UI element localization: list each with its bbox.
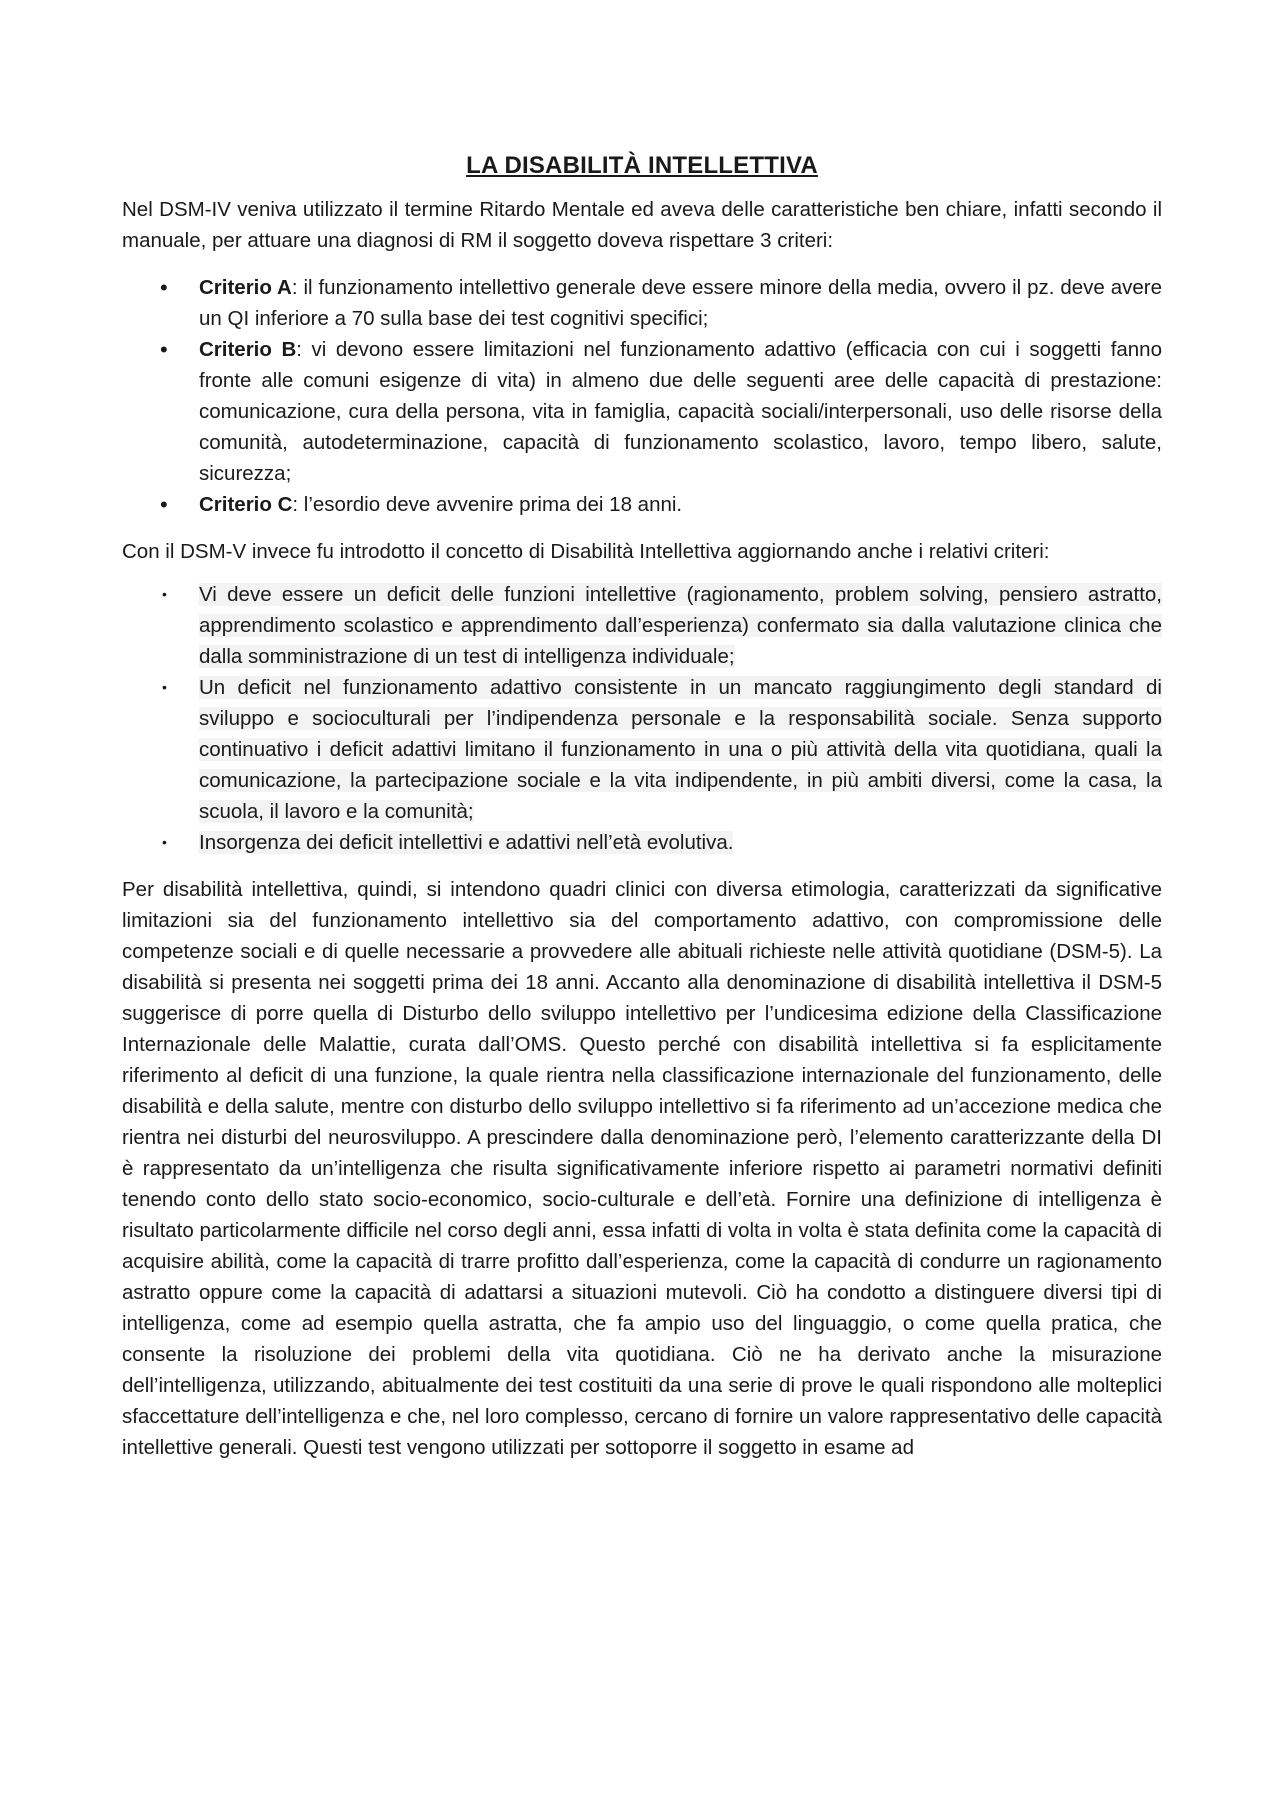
dsm4-criteria-list (122, 272, 1162, 520)
criterion-label: Criterio C (199, 493, 293, 516)
criterion-label: Criterio A (199, 276, 292, 299)
criterion-text: : l’esordio deve avvenire prima dei 18 anni. (292, 493, 683, 516)
intro-paragraph: Nel DSM-IV veniva utilizzato il termine Ritardo Mentale ed aveva delle caratteristiche ben chiare, infatti secondo il manuale, per attuare una diagnosi di RM il soggetto doveva rispettare 3 criteri: (122, 198, 1162, 252)
dsm5-criterion-text: Un deficit nel funzionamento adattivo consistente in un mancato raggiungimento degli standard di sviluppo e socioculturali per l’indipendenza personale e la responsabilità sociale. Senza supporto continuativo i deficit adattivi limitano il funzionamento in una o più attività della vita quotidiana, quali la comunicazione, la partecipazione sociale e la vita indipendente, in più ambiti diversi, come la casa, la scuola, il lavoro e la comunità; (199, 676, 1162, 823)
criterion-text: : il funzionamento intellettivo generale deve essere minore della media, ovvero il pz. deve avere un QI inferiore a 70 sulla base dei test cognitivi specifici; (199, 276, 1162, 330)
dsm5-intro-paragraph: Con il DSM-V invece fu introdotto il concetto di Disabilità Intellettiva aggiornando anche i relativi criteri: (122, 540, 1050, 563)
list-item (122, 489, 1162, 520)
body-paragraph: Per disabilità intellettiva, quindi, si intendono quadri clinici con diversa etimologia, caratterizzati da significative limitazioni sia del funzionamento intellettivo sia del comportamento adattivo, con compromissione delle competenze sociali e di quelle necessarie a provvedere alle abituali richieste nelle attività quotidiane (DSM-5). La disabilità si presenta nei soggetti prima dei 18 anni. Accanto alla denominazione di disabilità intellettiva il DSM-5 suggerisce di porre quella di Disturbo dello sviluppo intellettivo per l’undicesima edizione della Classificazione Internazionale delle Malattie, curata dall’OMS. Questo perché con disabilità intellettiva si fa esplicitamente riferimento al deficit di una funzione, la quale rientra nella classificazione internazionale del funzionamento, delle disabilità e della salute, mentre con disturbo dello sviluppo intellettivo si fa riferimento ad un’accezione medica che rientra nei disturbi del neurosviluppo. A prescindere dalla denominazione però, l’elemento caratterizzante della DI è rappresentato da un’intelligenza che risulta significativamente inferiore rispetto ai parametri normativi definiti tenendo conto dello stato socio-economico, socio-culturale e dell’età. Fornire una definizione di intelligenza è risultato particolarmente difficile nel corso degli anni, essa infatti di volta in volta è stata definita come la capacità di acquisire abilità, come la capacità di trarre profitto dall’esperienza, come la capacità di condurre un ragionamento astratto oppure come la capacità di adattarsi a situazioni mutevoli. Ciò ha condotto a distinguere diversi tipi di intelligenza, come ad esempio quella astratta, che fa ampio uso del linguaggio, o come quella pratica, che consente la risoluzione dei problemi della vita quotidiana. Ciò ne ha derivato anche la misurazione dell’intelligenza, utilizzando, abitualmente dei test costituiti da una serie di prove le quali rispondono alle molteplici sfaccettature dell’intelligenza e che, nel loro complesso, cercano di fornire un valore rappresentativo delle capacità intellettive generali. Questi test vengono utilizzati per sottoporre il soggetto in esame ad (122, 878, 1162, 1459)
page-title: LA DISABILITÀ INTELLETTIVA (466, 152, 818, 179)
list-item (122, 579, 1162, 672)
list-item (122, 272, 1162, 334)
dsm5-criteria-list (122, 579, 1162, 858)
dsm5-criterion-text: Vi deve essere un deficit delle funzioni intellettive (ragionamento, problem solving, pensiero astratto, apprendimento scolastico e apprendimento dall’esperienza) confermato sia dalla valutazione clinica che dalla somministrazione di un test di intelligenza individuale; (199, 583, 1162, 668)
dsm5-criterion-text: Insorgenza dei deficit intellettivi e adattivi nell’età evolutiva. (199, 831, 734, 854)
document-page (122, 152, 1162, 1463)
list-item (122, 672, 1162, 827)
criterion-text: : vi devono essere limitazioni nel funzionamento adattivo (efficacia con cui i soggetti fanno fronte alle comuni esigenze di vita) in almeno due delle seguenti aree delle capacità di prestazione: comunicazione, cura della persona, vita in famiglia, capacità sociali/interpersonali, uso delle risorse della comunità, autodeterminazione, capacità di funzionamento scolastico, lavoro, tempo libero, salute, sicurezza; (199, 338, 1162, 485)
list-item (122, 827, 1162, 858)
criterion-label: Criterio B (199, 338, 297, 361)
list-item (122, 334, 1162, 489)
